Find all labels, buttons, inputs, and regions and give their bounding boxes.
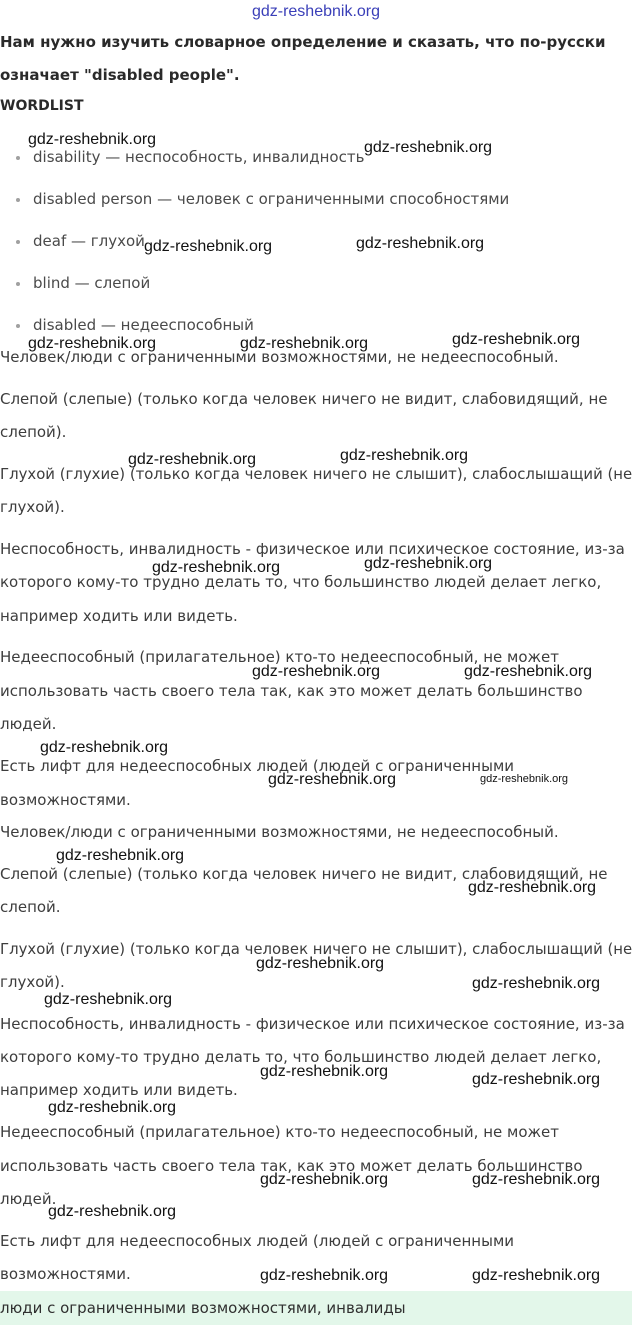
watermark-text: gdz-reshebnik.org [472,975,601,992]
text-line: глухой). [0,973,65,991]
wordlist-item: disability — неспособность, инвалидность [33,148,365,166]
watermark-text: gdz-reshebnik.org [364,139,493,156]
watermark-text: gdz-reshebnik.org [340,447,469,464]
watermark-text: gdz-reshebnik.org [472,1171,601,1188]
text-line: людей. [0,715,57,733]
watermark-text: gdz-reshebnik.org [40,739,169,756]
watermark-text: gdz-reshebnik.org [260,1267,389,1284]
intro-line-1: Нам нужно изучить словарное определение и сказать, что по-русски [0,33,606,51]
watermark-text: gdz-reshebnik.org [256,955,385,972]
bullet-dot-icon [16,282,20,286]
text-line: Недееспособный (прилагательное) кто-то недееспособный, не может [0,1123,559,1141]
intro-line-2: означает "disabled people". [0,66,240,84]
watermark-text: gdz-reshebnik.org [128,451,257,468]
watermark-text: gdz-reshebnik.org [144,238,273,255]
wordlist-heading: WORDLIST [0,98,84,114]
text-line: глухой). [0,498,65,516]
watermark-text: gdz-reshebnik.org [480,773,569,785]
wordlist-item: deaf — глухой [33,232,145,250]
wordlist-item: blind — слепой [33,274,151,292]
text-line: которого кому-то трудно делать то, что большинство людей делает легко, [0,1048,602,1066]
watermark-text: gdz-reshebnik.org [44,991,173,1008]
text-line: Глухой (глухие) (только когда человек ничего не слышит), слабослышащий (не [0,465,632,483]
watermark-text: gdz-reshebnik.org [468,879,597,896]
watermark-text: gdz-reshebnik.org [56,847,185,864]
bullet-dot-icon [16,198,20,202]
text-line: Есть лифт для недееспособных людей (людей с ограниченными [0,1232,515,1250]
text-line: например ходить или видеть. [0,607,238,625]
text-line: Недееспособный (прилагательное) кто-то недееспособный, не может [0,648,559,666]
watermark-text: gdz-reshebnik.org [364,555,493,572]
wordlist-item: disabled — недееспособный [33,316,254,334]
watermark-text: gdz-reshebnik.org [356,235,485,252]
wordlist-item: disabled person — человек с ограниченными способностями [33,190,510,208]
text-line: людей. [0,1190,57,1208]
text-line: использовать часть своего тела так, как это может делать большинство [0,682,583,700]
text-line: Слепой (слепые) (только когда человек ничего не видит, слабовидящий, не [0,390,608,408]
text-line: Есть лифт для недееспособных людей (людей с ограниченными [0,757,515,775]
watermark-text: gdz-reshebnik.org [28,131,157,148]
watermark-text: gdz-reshebnik.org [464,663,593,680]
watermark-text: gdz-reshebnik.org [152,559,281,576]
text-line: Неспособность, инвалидность - физическое или психическое состояние, из-за [0,1015,625,1033]
bullet-dot-icon [16,324,20,328]
watermark-text: gdz-reshebnik.org [28,335,157,352]
text-line: использовать часть своего тела так, как это может делать большинство [0,1157,583,1175]
watermark-text: gdz-reshebnik.org [472,1267,601,1284]
watermark-text: gdz-reshebnik.org [472,1071,601,1088]
text-line: Глухой (глухие) (только когда человек ничего не слышит), слабослышащий (не [0,940,632,958]
bullet-dot-icon [16,156,20,160]
text-line: например ходить или видеть. [0,1081,238,1099]
text-line: возможностями. [0,1265,131,1283]
text-line: Слепой (слепые) (только когда человек ничего не видит, слабовидящий, не [0,865,608,883]
text-line: Человек/люди с ограниченными возможностями, не недееспособный. [0,348,559,366]
watermark-text: gdz-reshebnik.org [260,1171,389,1188]
watermark-text: gdz-reshebnik.org [240,335,369,352]
watermark-text: gdz-reshebnik.org [48,1099,177,1116]
answer-text: люди с ограниченными возможностями, инвалиды [0,1299,406,1317]
answer-box [0,1291,632,1325]
watermark-text: gdz-reshebnik.org [252,663,381,680]
watermark-text: gdz-reshebnik.org [452,331,581,348]
text-line: слепой. [0,898,61,916]
text-line: которого кому-то трудно делать то, что большинство людей делает легко, [0,573,602,591]
watermark-text: gdz-reshebnik.org [48,1203,177,1220]
watermark-text: gdz-reshebnik.org [268,771,397,788]
text-line: слепой). [0,423,67,441]
site-watermark-top[interactable]: gdz-reshebnik.org [251,3,381,20]
text-line: Неспособность, инвалидность - физическое или психическое состояние, из-за [0,540,625,558]
text-line: возможностями. [0,791,131,809]
text-line: Человек/люди с ограниченными возможностями, не недееспособный. [0,823,559,841]
watermark-text: gdz-reshebnik.org [260,1063,389,1080]
bullet-dot-icon [16,240,20,244]
